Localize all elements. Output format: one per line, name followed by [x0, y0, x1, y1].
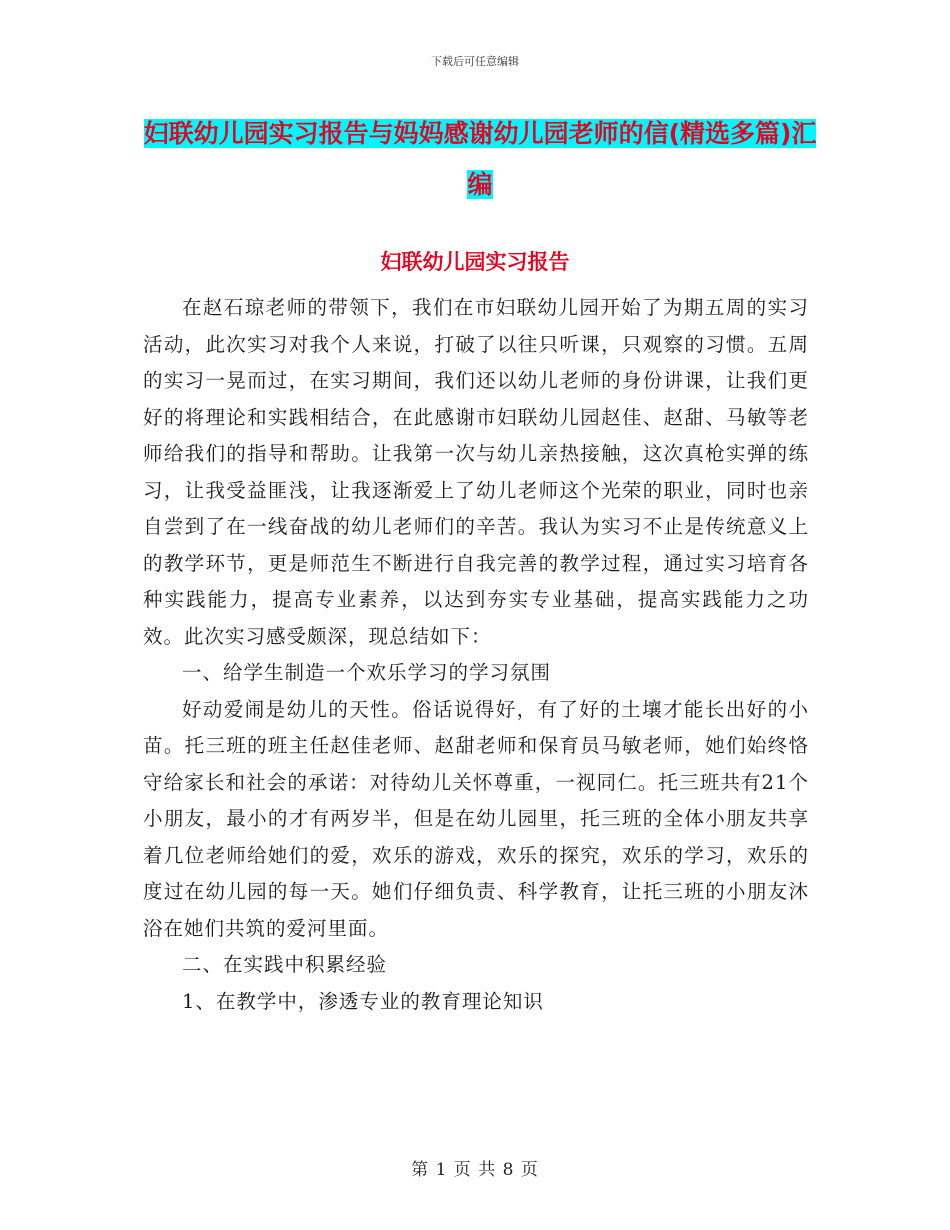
body-heading-1: 一、给学生制造一个欢乐学习的学习氛围: [182, 661, 552, 684]
body-subheading-2-1: 1、在教学中，渗透专业的教育理论知识: [182, 989, 544, 1013]
body-paragraph-intro: 在赵石琼老师的带领下，我们在市妇联幼儿园开始了为期五周的实习活动，此次实习对我个人来说，打破了以往只听课，只观察的习惯。五周的实习一晃而过，在实习期间，我们还以幼儿老师的身份讲课，让我们更好的将理论和实践相结合，在此感谢市妇联幼儿园赵佳、赵甜、马敏等老师给我们的指导和帮助。让我第一次与幼儿亲热接触，这次真枪实弹的练习，让我受益匪浅，让我逐渐爱上了幼儿老师这个光荣的职业，同时也亲自尝到了在一线奋战的幼儿老师们的辛苦。我认为实习不止是传统意义上的教学环节，更是师范生不断进行自我完善的教学过程，通过实习培育各种实践能力，提高专业素养，以达到夯实专业基础，提高实践能力之功效。此次实习感受颇深，现总结如下：: [143, 296, 809, 648]
body-heading-2: 二、在实践中积累经验: [182, 953, 388, 976]
document-title-text: 妇联幼儿园实习报告与妈妈感谢幼儿园老师的信(精选多篇)汇编: [143, 119, 817, 199]
body-paragraph-1: 好动爱闹是幼儿的天性。俗话说得好，有了好的土壤才能长出好的小苗。托三班的班主任赵佳老师、赵甜老师和保育员马敏老师，她们始终恪守给家长和社会的承诺：对待幼儿关怀尊重，一视同仁。托三班共有21个小朋友，最小的才有两岁半，但是在幼儿园里，托三班的全体小朋友共享着几位老师给她们的爱，欢乐的游戏，欢乐的探究，欢乐的学习，欢乐的度过在幼儿园的每一天。她们仔细负责、科学教育，让托三班的小朋友沐浴在她们共筑的爱河里面。: [143, 697, 809, 940]
document-body: [143, 290, 809, 1020]
section-title: 妇联幼儿园实习报告: [380, 250, 570, 274]
page-indicator: 第 1 页 共 8 页: [411, 1160, 539, 1180]
header-note: 下载后可任意编辑: [431, 55, 519, 68]
document-title: [140, 108, 820, 210]
